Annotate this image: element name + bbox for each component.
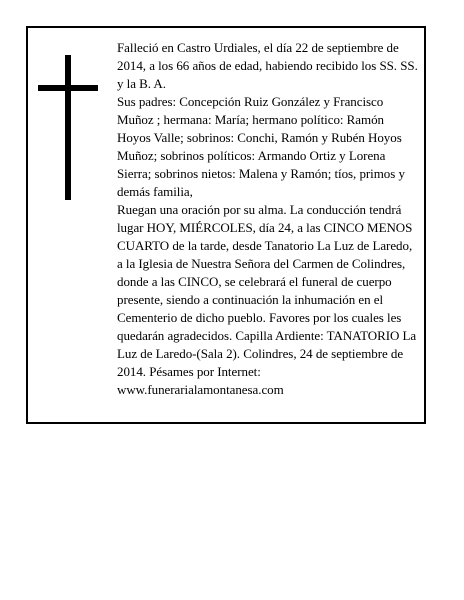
obituary-notice <box>26 26 426 424</box>
funeral-details-paragraph: Ruegan una oración por su alma. La conducción tendrá lugar HOY, MIÉRCOLES, día 24, a las CINCO MENOS CUARTO de la tarde, desde Tanatorio La Luz de Laredo, a la Iglesia de Nuestra Señora del Carmen de Colindres, donde a las CINCO, se celebrará el funeral de cuerpo presente, siendo a continuación la inhumación en el Cementerio de dicho pueblo. Favores por los cuales les quedarán agradecidos. Capilla Ardiente: TANATORIO La Luz de Laredo-(Sala 2). Colindres, 24 de septiembre de 2014. Pésames por Internet: www.funerarialamontanesa.com <box>117 202 417 397</box>
family-paragraph: Sus padres: Concepción Ruiz González y Francisco Muñoz ; hermana: María; hermano político: Ramón Hoyos Valle; sobrinos: Conchi, Ramón y Rubén Hoyos Muñoz; sobrinos políticos: Armando Ortiz y Lorena Sierra; sobrinos nietos: Malena y Ramón; tíos, primos y demás familia, <box>117 94 405 199</box>
latin-cross-icon <box>38 55 98 200</box>
death-announcement-paragraph: Falleció en Castro Urdiales, el día 22 de septiembre de 2014, a los 66 años de edad, habiendo recibido los SS. SS. y la B. A. <box>117 40 418 91</box>
obituary-text <box>117 39 419 399</box>
cross-vertical-bar <box>65 55 71 200</box>
cross-horizontal-bar <box>38 85 98 91</box>
